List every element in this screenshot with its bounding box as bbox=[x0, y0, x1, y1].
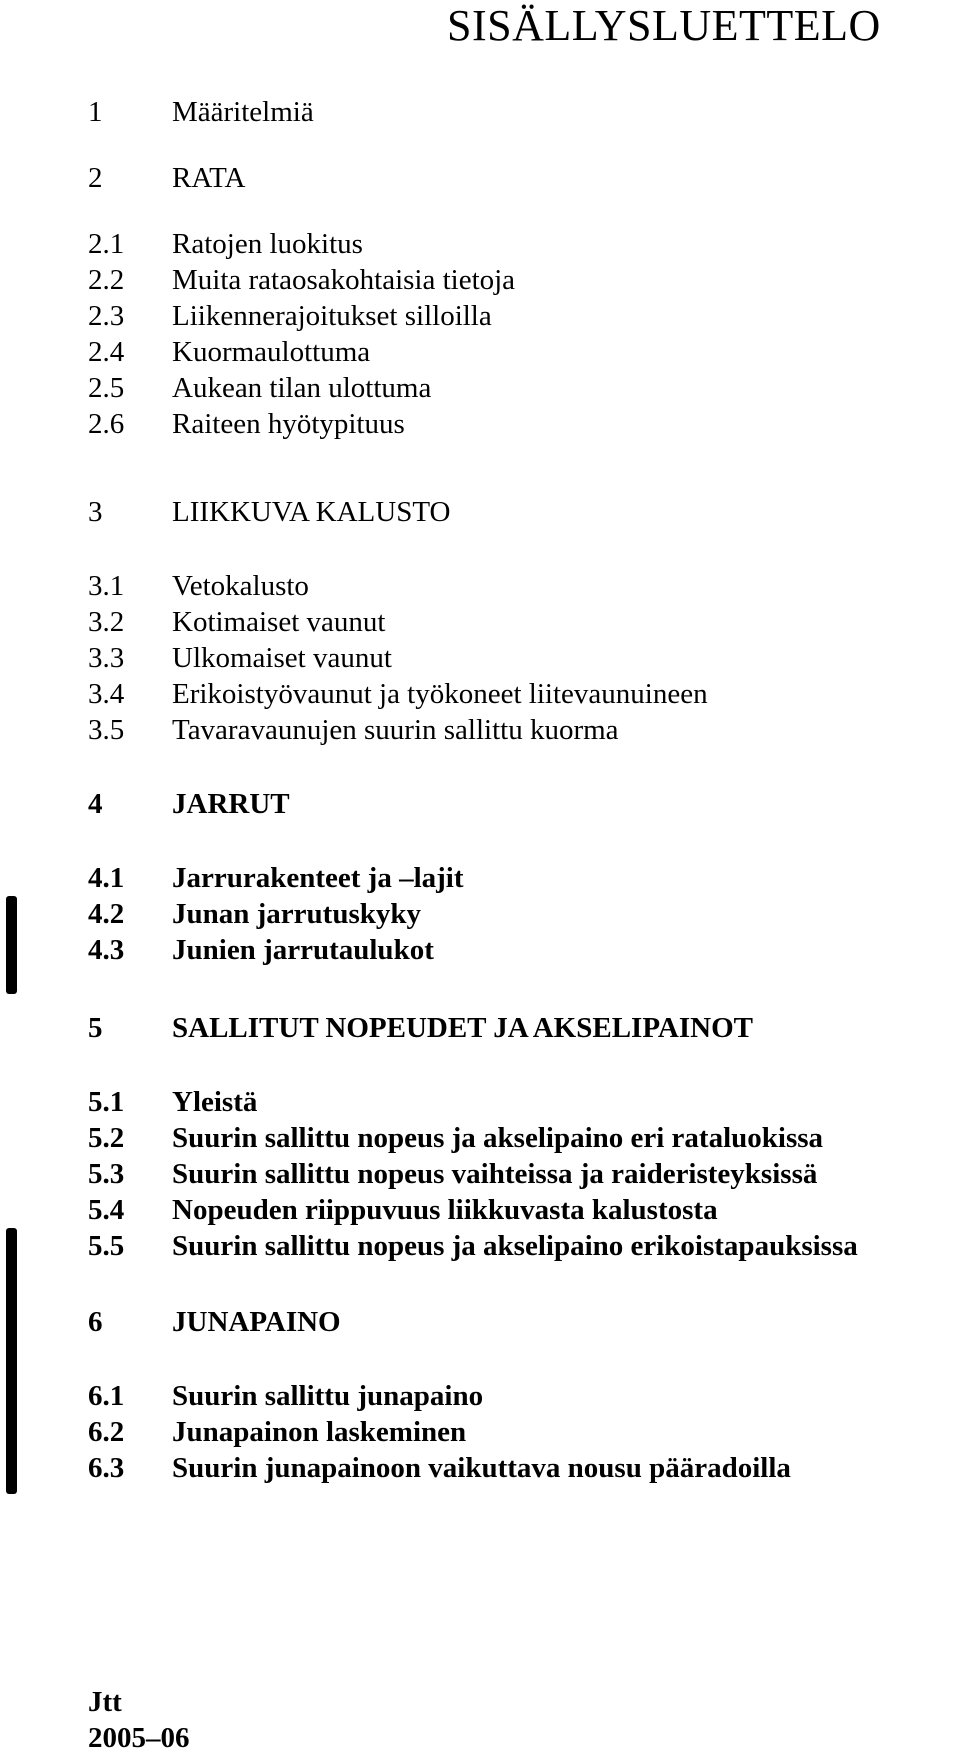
toc-text: Nopeuden riippuvuus liikkuvasta kalustosta bbox=[172, 1194, 718, 1226]
document-code-name: Jtt bbox=[88, 1686, 122, 1718]
document-code bbox=[88, 1684, 190, 1756]
toc-number: 3.3 bbox=[88, 642, 125, 674]
toc-text: Suurin sallittu nopeus ja akselipaino erikoistapauksissa bbox=[172, 1230, 858, 1262]
toc-text: Junan jarrutuskyky bbox=[172, 898, 421, 930]
toc-number: 6 bbox=[88, 1306, 103, 1338]
toc-text: Junapainon laskeminen bbox=[172, 1416, 467, 1448]
toc-text: Määritelmiä bbox=[172, 96, 314, 128]
toc-number: 5.5 bbox=[88, 1230, 125, 1262]
toc-text: Erikoistyövaunut ja työkoneet liitevaunuineen bbox=[172, 678, 708, 710]
toc-text: LIIKKUVA KALUSTO bbox=[172, 496, 451, 528]
toc-number: 2.5 bbox=[88, 372, 125, 404]
toc-text: Jarrurakenteet ja –lajit bbox=[172, 862, 464, 894]
toc-number: 2.3 bbox=[88, 300, 125, 332]
toc-text: Yleistä bbox=[172, 1086, 258, 1118]
toc-text: JUNAPAINO bbox=[172, 1306, 341, 1338]
toc-text: Suurin junapainoon vaikuttava nousu pääradoilla bbox=[172, 1452, 791, 1484]
toc-number: 6.2 bbox=[88, 1416, 125, 1448]
toc-number: 2.1 bbox=[88, 228, 125, 260]
toc-text: Kotimaiset vaunut bbox=[172, 606, 386, 638]
change-bar bbox=[6, 1228, 17, 1494]
toc-text: Kuormaulottuma bbox=[172, 336, 371, 368]
toc-number: 4 bbox=[88, 788, 103, 820]
toc-text: Liikennerajoitukset silloilla bbox=[172, 300, 492, 332]
toc-number: 5.4 bbox=[88, 1194, 125, 1226]
document-code-version: 2005–06 bbox=[88, 1722, 190, 1754]
toc-number: 4.2 bbox=[88, 898, 125, 930]
toc-number: 3.5 bbox=[88, 714, 125, 746]
toc-number: 2 bbox=[88, 162, 103, 194]
toc-text: Suurin sallittu junapaino bbox=[172, 1380, 484, 1412]
toc-number: 6.1 bbox=[88, 1380, 125, 1412]
toc-text: Muita rataosakohtaisia tietoja bbox=[172, 264, 516, 296]
toc-number: 3.1 bbox=[88, 570, 125, 602]
toc-number: 2.2 bbox=[88, 264, 125, 296]
change-bar bbox=[6, 896, 17, 994]
page-title: SISÄLLYSLUETTELO bbox=[447, 1, 881, 50]
toc-number: 5.1 bbox=[88, 1086, 125, 1118]
toc-text: SALLITUT NOPEUDET JA AKSELIPAINOT bbox=[172, 1012, 753, 1044]
toc-number: 5.3 bbox=[88, 1158, 125, 1190]
toc-text: Suurin sallittu nopeus ja akselipaino eri rataluokissa bbox=[172, 1122, 824, 1154]
toc-text: Ratojen luokitus bbox=[172, 228, 363, 260]
toc-number: 5 bbox=[88, 1012, 103, 1044]
toc-text: Vetokalusto bbox=[172, 570, 309, 602]
toc-number: 4.1 bbox=[88, 862, 125, 894]
toc-text: Aukean tilan ulottuma bbox=[172, 372, 432, 404]
toc-number: 2.4 bbox=[88, 336, 125, 368]
toc-text: Suurin sallittu nopeus vaihteissa ja raideristeyksissä bbox=[172, 1158, 818, 1190]
toc-number: 3.4 bbox=[88, 678, 125, 710]
toc-number: 6.3 bbox=[88, 1452, 125, 1484]
toc-text: Tavaravaunujen suurin sallittu kuorma bbox=[172, 714, 619, 746]
toc-text: JARRUT bbox=[172, 788, 290, 820]
toc-number: 3.2 bbox=[88, 606, 125, 638]
toc-number: 2.6 bbox=[88, 408, 125, 440]
toc-text: Ulkomaiset vaunut bbox=[172, 642, 392, 674]
toc-text: Junien jarrutaulukot bbox=[172, 934, 434, 966]
toc-number: 3 bbox=[88, 496, 103, 528]
toc-number: 5.2 bbox=[88, 1122, 125, 1154]
toc-text: RATA bbox=[172, 162, 246, 194]
toc-number: 4.3 bbox=[88, 934, 125, 966]
toc-number: 1 bbox=[88, 96, 103, 128]
toc-text: Raiteen hyötypituus bbox=[172, 408, 405, 440]
